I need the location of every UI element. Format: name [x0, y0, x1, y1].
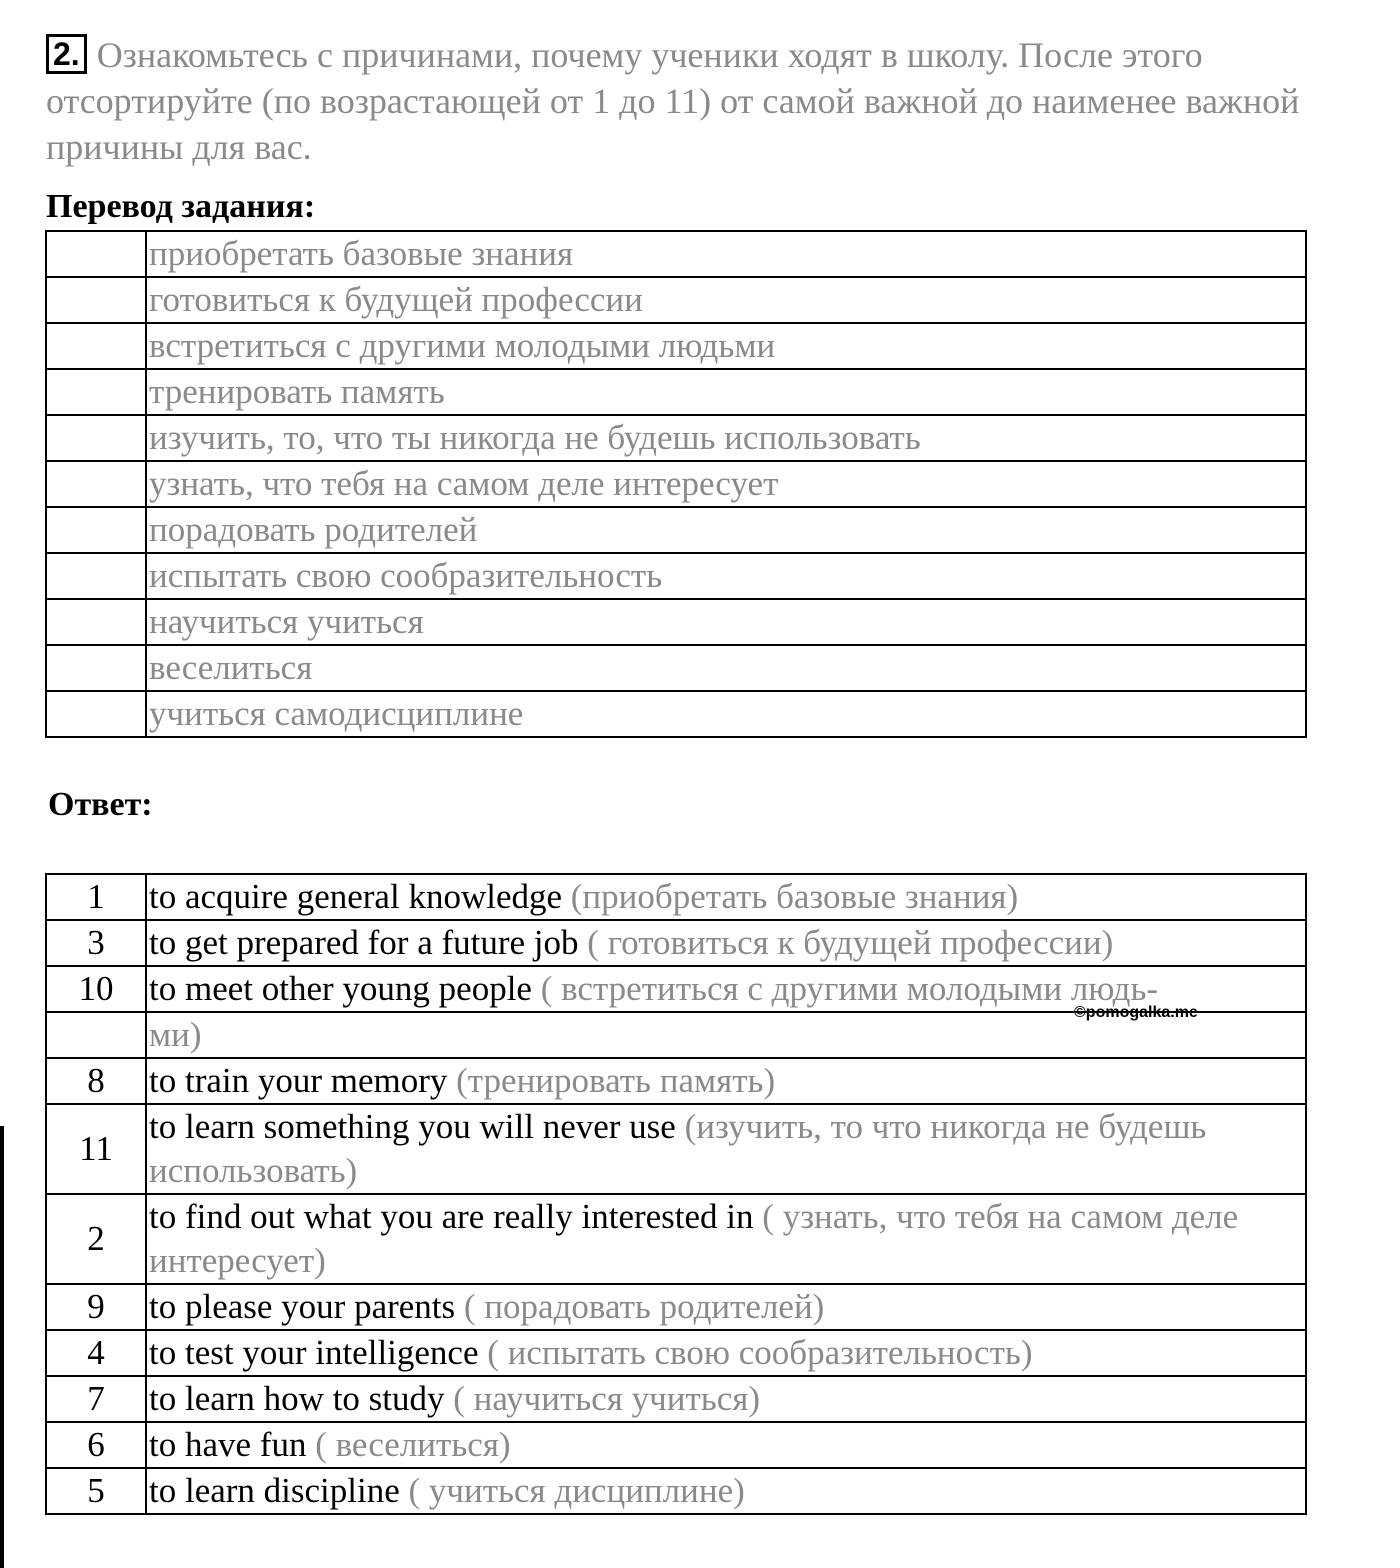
table-row: [46, 507, 1306, 553]
reason-cell: тренировать память: [146, 369, 1306, 415]
table-row: [46, 1104, 1306, 1194]
reason-cell: изучить, то, что ты никогда не будешь использовать: [146, 415, 1306, 461]
rank-cell: 9: [46, 1284, 146, 1330]
table-row: [46, 1422, 1306, 1468]
russian-text: ( научиться учиться): [453, 1379, 761, 1418]
reason-cell: [146, 874, 1306, 920]
task-text: Ознакомьтесь с причинами, почему ученики ходят в школу. После этого отсортируйте (по возрастающей от 1 до 11) от самой важной до наименее важной причины для вас.: [46, 35, 1300, 167]
reason-cell: научиться учиться: [146, 599, 1306, 645]
reason-cell: [146, 1284, 1306, 1330]
answer-heading: Ответ:: [48, 786, 153, 823]
russian-text: (тренировать память): [456, 1061, 776, 1100]
table-row: [46, 553, 1306, 599]
table-row: [46, 461, 1306, 507]
rank-cell: [46, 599, 146, 645]
english-text: to have fun: [149, 1425, 307, 1464]
table-row: [46, 323, 1306, 369]
reason-cell: учиться самодисциплине: [146, 691, 1306, 737]
rank-cell: [46, 231, 146, 277]
english-text: to get prepared for a future job: [149, 923, 579, 962]
page-edge-line: [0, 1126, 4, 1568]
russian-text: ми): [149, 1015, 202, 1054]
reason-cell: [146, 1330, 1306, 1376]
russian-text: (изучить, то что никогда не будешь использовать): [149, 1107, 1207, 1190]
english-text: to acquire general knowledge: [149, 877, 563, 916]
answer-table: [45, 873, 1307, 1515]
reason-cell: испытать свою сообразительность: [146, 553, 1306, 599]
english-text: to learn how to study: [149, 1379, 445, 1418]
task-instruction: [46, 32, 1346, 170]
rank-cell: [46, 691, 146, 737]
reason-cell: [146, 920, 1306, 966]
russian-text: ( узнать, что тебя на самом деле интересует): [149, 1197, 1239, 1280]
english-text: to train your memory: [149, 1061, 448, 1100]
english-text: to learn something you will never use: [149, 1107, 676, 1146]
reason-cell: [146, 1058, 1306, 1104]
russian-text: ( готовиться к будущей профессии): [587, 923, 1114, 962]
table-row: [46, 1376, 1306, 1422]
reason-cell: узнать, что тебя на самом деле интересует: [146, 461, 1306, 507]
rank-cell: 8: [46, 1058, 146, 1104]
rank-cell: [46, 507, 146, 553]
table-row: [46, 1284, 1306, 1330]
reason-cell: веселиться: [146, 645, 1306, 691]
english-text: to learn discipline: [149, 1471, 400, 1510]
rank-cell: [46, 461, 146, 507]
reason-cell: [146, 1104, 1306, 1194]
rank-cell: [46, 369, 146, 415]
reason-cell: приобретать базовые знания: [146, 231, 1306, 277]
rank-cell: 1: [46, 874, 146, 920]
table-row: [46, 874, 1306, 920]
english-text: to test your intelligence: [149, 1333, 479, 1372]
table-row: [46, 599, 1306, 645]
table-row: [46, 369, 1306, 415]
rank-cell: 5: [46, 1468, 146, 1514]
reason-cell: [146, 1376, 1306, 1422]
reason-cell: порадовать родителей: [146, 507, 1306, 553]
table-row: [46, 277, 1306, 323]
rank-cell: [46, 645, 146, 691]
rank-cell: 3: [46, 920, 146, 966]
russian-text: ( веселиться): [315, 1425, 511, 1464]
rank-cell: [46, 1012, 146, 1058]
reason-cell: встретиться с другими молодыми людьми: [146, 323, 1306, 369]
russian-text: ( учиться дисциплине): [408, 1471, 745, 1510]
task-number: 2.: [46, 34, 87, 74]
rank-cell: 6: [46, 1422, 146, 1468]
english-text: to meet other young people: [149, 969, 532, 1008]
translation-heading: Перевод задания:: [46, 188, 316, 225]
russian-text: (приобретать базовые знания): [570, 877, 1019, 916]
rank-cell: [46, 415, 146, 461]
rank-cell: 10: [46, 966, 146, 1012]
table-row: [46, 645, 1306, 691]
table-row: [46, 920, 1306, 966]
translation-table: [45, 230, 1307, 738]
reason-cell: [146, 1468, 1306, 1514]
rank-cell: 2: [46, 1194, 146, 1284]
rank-cell: 11: [46, 1104, 146, 1194]
english-text: to find out what you are really interested in: [149, 1197, 754, 1236]
table-row: [46, 1468, 1306, 1514]
russian-text: ( испытать свою сообразительность): [487, 1333, 1033, 1372]
rank-cell: 4: [46, 1330, 146, 1376]
reason-cell: [146, 1422, 1306, 1468]
watermark: ©pomogalka.me: [1074, 1004, 1198, 1021]
rank-cell: [46, 323, 146, 369]
table-row: [46, 1330, 1306, 1376]
table-row: [46, 1058, 1306, 1104]
table-row: [46, 415, 1306, 461]
rank-cell: [46, 553, 146, 599]
reason-cell: готовиться к будущей профессии: [146, 277, 1306, 323]
table-row: [46, 231, 1306, 277]
table-row: [46, 691, 1306, 737]
russian-text: ( порадовать родителей): [463, 1287, 825, 1326]
reason-cell: [146, 1194, 1306, 1284]
rank-cell: [46, 277, 146, 323]
table-row: [46, 1194, 1306, 1284]
rank-cell: 7: [46, 1376, 146, 1422]
russian-text: ( встретиться с другими молодыми людь-: [540, 969, 1159, 1008]
english-text: to please your parents: [149, 1287, 456, 1326]
